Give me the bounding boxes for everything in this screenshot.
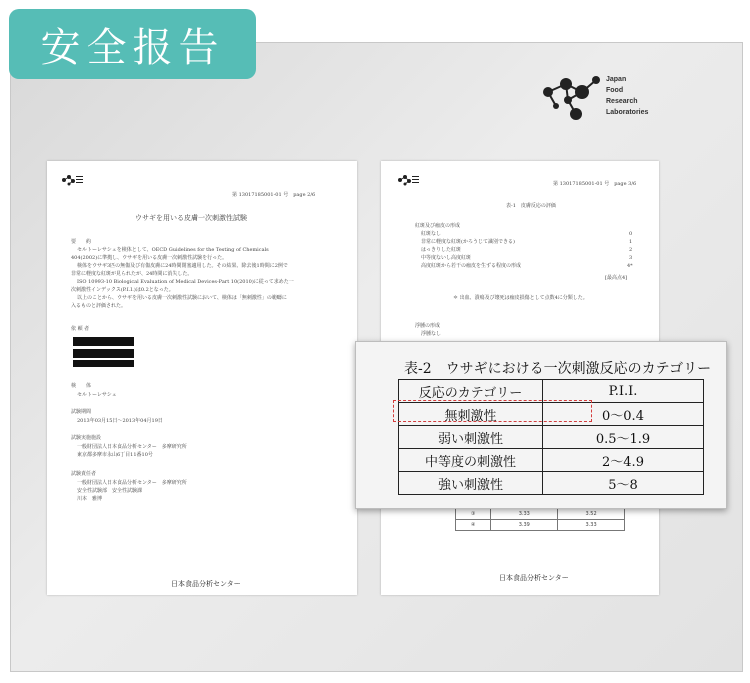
score-row-value: 1: [629, 239, 633, 245]
facility-line: 東京都多摩市永山6丁目11番10号: [77, 452, 153, 458]
page-ref: 第 13017185001-01 号 page 3/6: [553, 181, 637, 187]
table-row: [399, 449, 704, 472]
category-cell: 中等度の刺激性: [399, 449, 543, 472]
edema-label: 浮腫の形成: [415, 323, 441, 329]
pii-cell: 0.5～1.9: [543, 426, 704, 449]
page-ref: 第 13017185001-01 号 page 2/6: [232, 192, 316, 198]
footnote: ＊ 出血、潰瘍及び壊死は痂皮損傷として点数4に分類した。: [453, 295, 588, 301]
director-line: 川本 雅博: [77, 496, 103, 502]
summary-line: 404(2002)に準拠し、ウサギを用いる皮膚一次刺激性試験を行った。: [71, 255, 228, 261]
pii-cell: 0～0.4: [543, 403, 704, 426]
report-page-1: [47, 161, 357, 595]
summary-line: 非常に軽度な紅斑が見られたが、24時間に消失した。: [71, 271, 193, 277]
table1-title: 表-1 皮膚反応の評価: [506, 203, 556, 209]
summary-line: ISO 10993-10 Biological Evaluation of Medical Devices-Part 10(2010)に従って求めた一: [77, 279, 294, 285]
table-row: [399, 426, 704, 449]
zoom-table-title: 表-2 ウサギにおける一次刺激反応のカテゴリー: [404, 361, 712, 377]
section-label: 紅斑及び痂皮の形成: [415, 223, 461, 229]
table-row: [399, 472, 704, 495]
director-line: 安全性試験部 安全性試験課: [77, 488, 143, 494]
summary-label: 要 約: [71, 239, 92, 245]
pii-cell: 2～4.9: [543, 449, 704, 472]
pii-cell: 5～8: [543, 472, 704, 495]
max-note: [最高点4]: [605, 275, 628, 281]
summary-line: 入るものと評価された。: [71, 303, 127, 309]
page-title: 安全报告: [9, 9, 256, 79]
facility-line: 一般財団法人日本食品分析センター 多摩研究所: [77, 444, 187, 450]
director-line: 一般財団法人日本食品分析センター 多摩研究所: [77, 480, 187, 486]
period-label: 試験期間: [71, 409, 92, 415]
score-row-value: 2: [629, 247, 633, 253]
header-category: 反応のカテゴリー: [399, 380, 543, 403]
edema-first: 浮腫なし: [421, 331, 442, 337]
score-row-value: 0: [629, 231, 633, 237]
sample-value: セルトーレサシェ: [77, 392, 117, 398]
table-row: ③ 3.33 3.52: [456, 509, 625, 520]
score-row-label: 中等度ないし高度紅斑: [421, 255, 472, 261]
header-pii: P.I.I.: [543, 380, 704, 403]
footer-logo: 日本食品分析センター: [499, 574, 569, 582]
category-cell: 弱い刺激性: [399, 426, 543, 449]
logo-text: Japan Food Research Laboratories: [606, 76, 649, 116]
summary-line: 次刺激性インデックス(P.I.I.)は0.2となった。: [71, 287, 174, 293]
footer-logo: 日本食品分析センター: [171, 580, 241, 588]
summary-line: 検体をウサギ3匹の無傷及び有傷皮膚に24時間閉塞適用した。その結果、除去後1時間に2例で: [77, 263, 288, 269]
redaction-bar: [73, 337, 134, 346]
zoom-panel: [355, 341, 727, 509]
score-row-value: 3: [629, 255, 633, 261]
mini-logo-icon: [397, 173, 421, 187]
mini-logo-icon: [61, 173, 85, 187]
table-row: ④ 3.39 3.33: [456, 520, 625, 531]
category-table: [398, 379, 704, 495]
category-cell: 強い刺激性: [399, 472, 543, 495]
score-row-value: 4*: [627, 263, 633, 269]
score-row-label: はっきりした紅斑: [421, 247, 462, 253]
results-table: [455, 508, 625, 531]
redaction-bar: [73, 360, 134, 367]
period-value: 2013年03月15日～2013年04月19日: [77, 418, 163, 424]
highlight-box: [393, 400, 592, 422]
summary-line: 以上のことから、ウサギを用いる皮膚一次刺激性試験において、検体は「無刺激性」の範疇に: [77, 295, 287, 301]
requester-label: 依 頼 者: [71, 326, 90, 332]
page-heading: ウサギを用いる皮膚一次刺激性試験: [135, 214, 247, 222]
director-label: 試験責任者: [71, 471, 97, 477]
facility-label: 試験実施施設: [71, 435, 102, 441]
category-cell: 無刺激性: [399, 403, 543, 426]
score-row-label: 非常に軽度な紅斑(かろうじて識別できる): [421, 239, 515, 245]
score-row-label: 高度紅斑から若干の痂皮を生ずる程度の形成: [421, 263, 522, 269]
sample-label: 検 体: [71, 383, 92, 389]
summary-line: セルトーレサシェを検体として、OECD Guidelines for the Testing of Chemicals: [77, 247, 269, 253]
redaction-bar: [73, 349, 134, 358]
score-row-label: 紅斑なし: [421, 231, 442, 237]
